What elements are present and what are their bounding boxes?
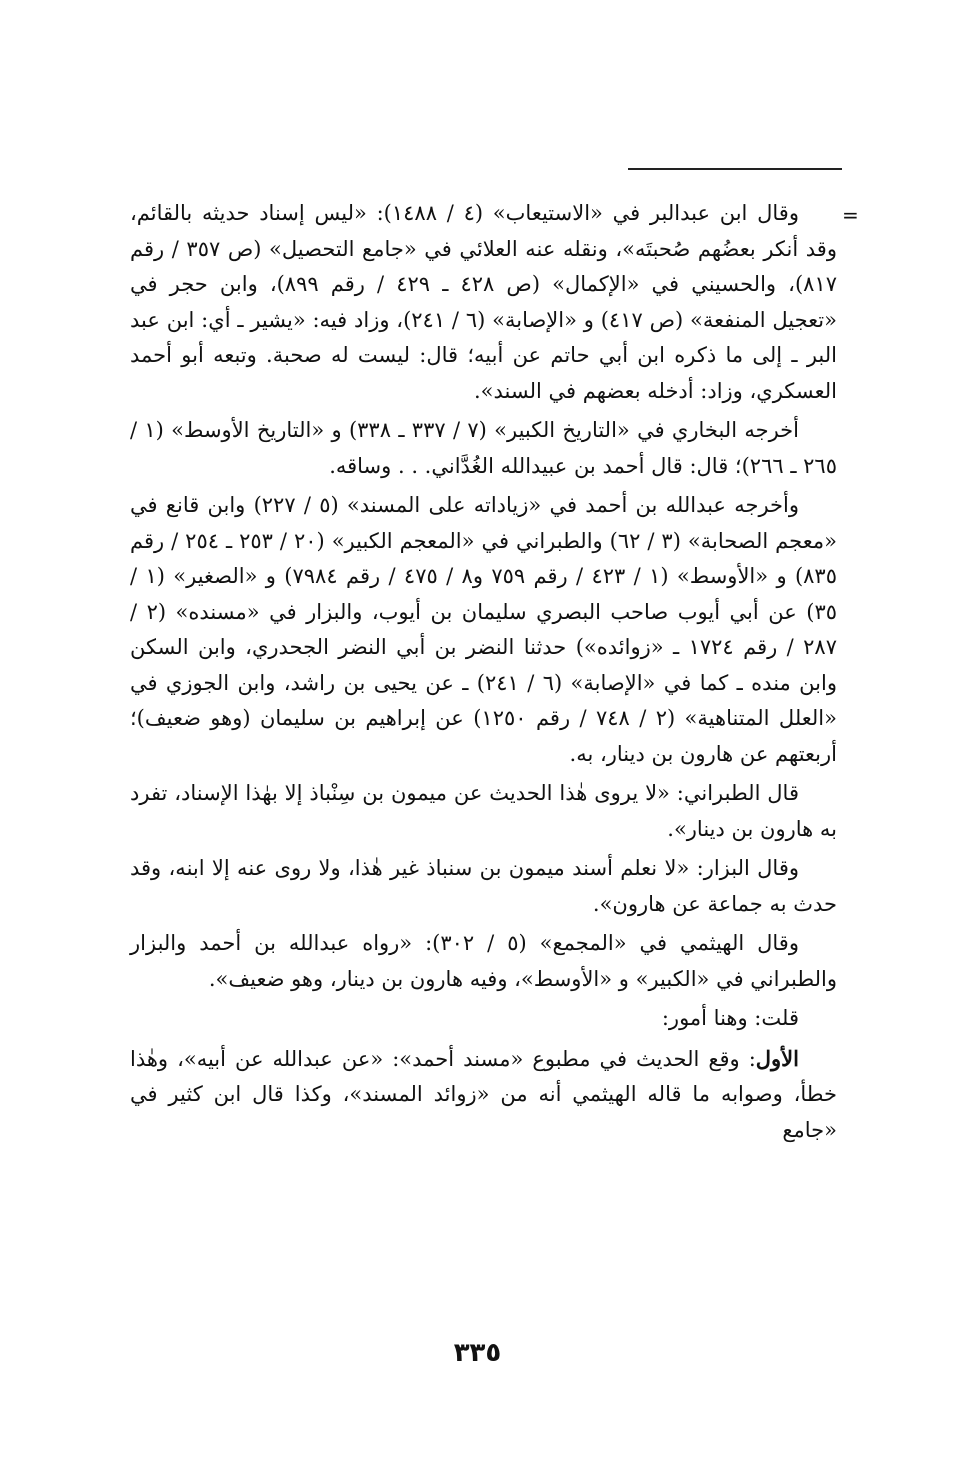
first-point-text: : وقع الحديث في مطبوع «مسند أحمد»: «عن عبدالله عن أبيه»، وهٰذا خطأ، وصوابه ما قاله الهيثمي أنه من «زوائد المسند»، وكذا قال ابن كثير في «جامع bbox=[130, 1046, 837, 1142]
paragraph-first-point bbox=[130, 1041, 837, 1149]
first-point-label: الأول bbox=[755, 1045, 799, 1071]
paragraph-takhrij: وأخرجه عبدالله بن أحمد في «زياداته على المسند» (٥ / ٢٢٧) وابن قانع في «معجم الصحابة» (٣ / ٦٢) والطبراني في «المعجم الكبير» (٢٠ / ٢٥٣ ـ ٢٥٤ / رقم ٨٣٥) و «الأوسط» (١ / ٤٢٣ / رقم ٧٥٩ و٨ / ٤٧٥ / رقم ٧٩٨٤) و «الصغير» (١ / ٣٥) عن أبي أيوب صاحب البصري سليمان بن أيوب، والبزار في «مسنده» (٢ / ٢٨٧ / رقم ١٧٢٤ ـ «زوائده») حدثنا النضر بن أبي النضر الجحدري، وابن السكن وابن منده ـ كما في «الإصابة» (٦ / ٢٤١) ـ عن يحيى بن راشد، وابن الجوزي في «العلل المتناهية» (٢ / ٧٤٨ / رقم ١٢٥٠) عن إبراهيم بن سليمان (وهو ضعيف)؛ أربعتهم عن هارون بن دينار، به. bbox=[130, 493, 837, 766]
paragraph-bukhari: أخرجه البخاري في «التاريخ الكبير» (٧ / ٣٣٧ ـ ٣٣٨) و «التاريخ الأوسط» (١ / ٢٦٥ ـ ٢٦٦)؛ قال: قال أحمد بن عبيدالله الغُدَّاني. . . وساقه. bbox=[130, 418, 837, 478]
page-number: ٣٣٥ bbox=[453, 1338, 502, 1368]
paragraph-tabarani-quote: قال الطبراني: «لا يروى هٰذا الحديث عن ميمون بن سِنْباذ إلا بهٰذا الإسناد، تفرد به هارون بن دينار». bbox=[130, 781, 837, 841]
footnote-text-block bbox=[130, 196, 837, 1152]
continuation-mark: = bbox=[842, 203, 859, 227]
paragraph-bazzar-quote: وقال البزار: «لا نعلم أسند ميمون بن سنباذ غير هٰذا، ولا روى عنه إلا ابنه، وقد حدث به جماعة عن هارون». bbox=[130, 856, 837, 916]
paragraph-qultu: قلت: وهنا أمور: bbox=[661, 1006, 799, 1030]
footnote-separator-rule bbox=[628, 168, 842, 170]
paragraph-haythami-quote: وقال الهيثمي في «المجمع» (٥ / ٣٠٢): «رواه عبدالله بن أحمد والبزار والطبراني في «الكبير» و «الأوسط»، وفيه هارون بن دينار، وهو ضعيف». bbox=[130, 931, 837, 991]
paragraph-istiab: وقال ابن عبدالبر في «الاستيعاب» (٤ / ١٤٨٨): «ليس إسناد حديثه بالقائم، وقد أنكر بعضُهم صُحبتَه»، ونقله عنه العلائي في «جامع التحصيل» (ص ٣٥٧ / رقم ٨١٧)، والحسيني في «الإكمال» (ص ٤٢٨ ـ ٤٢٩ / رقم ٨٩٩)، وابن حجر في «تعجيل المنفعة» (ص ٤١٧) و «الإصابة» (٦ / ٢٤١)، وزاد فيه: «يشير ـ أي: ابن عبد البر ـ إلى ما ذكره ابن أبي حاتم عن أبيه؛ قال: ليست له صحبة. وتبعه أبو أحمد العسكري، وزاد: أدخله بعضهم في السند». bbox=[130, 201, 837, 403]
